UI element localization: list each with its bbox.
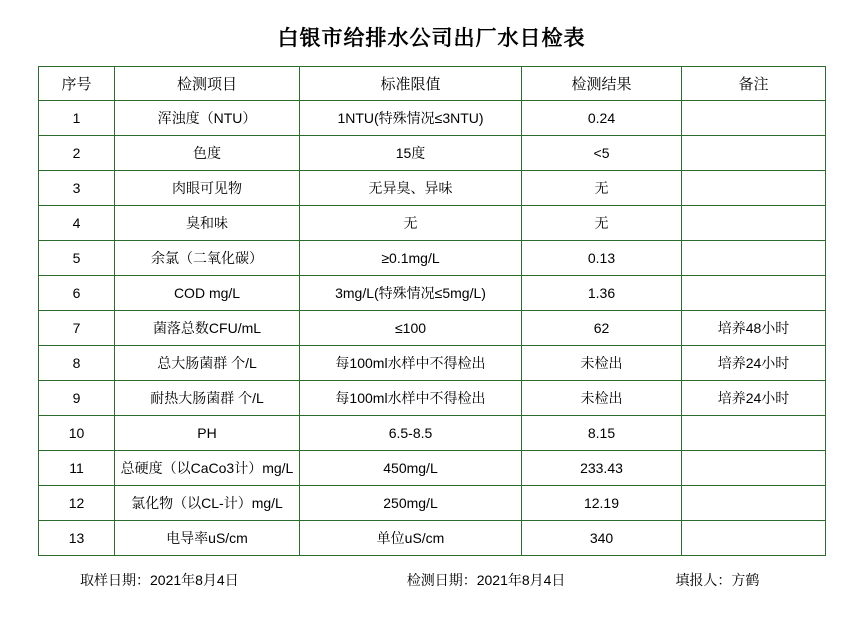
cell-no: 2 xyxy=(39,136,115,171)
reporter-name: 填报人：方鹤 xyxy=(675,572,760,588)
table-row xyxy=(39,521,826,556)
cell-result: 12.19 xyxy=(522,486,682,521)
table-row xyxy=(39,451,826,486)
cell-limit: 15度 xyxy=(300,136,522,171)
cell-item: 色度 xyxy=(115,136,300,171)
cell-remark xyxy=(682,276,826,311)
cell-limit: 1NTU(特殊情况≤3NTU) xyxy=(300,101,522,136)
cell-remark: 培养48小时 xyxy=(682,311,826,346)
cell-item: PH xyxy=(115,416,300,451)
cell-remark xyxy=(682,416,826,451)
cell-remark xyxy=(682,521,826,556)
table-header xyxy=(39,67,826,101)
cell-remark xyxy=(682,101,826,136)
cell-result: <5 xyxy=(522,136,682,171)
cell-limit: ≥0.1mg/L xyxy=(300,241,522,276)
test-date: 检测日期：2021年8月4日 xyxy=(406,572,566,588)
cell-limit: 3mg/L(特殊情况≤5mg/L) xyxy=(300,276,522,311)
cell-remark xyxy=(682,486,826,521)
page-title: 白银市给排水公司出厂水日检表 xyxy=(277,27,586,50)
cell-remark xyxy=(682,451,826,486)
cell-limit: 单位uS/cm xyxy=(300,521,522,556)
table-row xyxy=(39,206,826,241)
table-body xyxy=(39,101,826,556)
cell-no: 13 xyxy=(39,521,115,556)
table-row xyxy=(39,276,826,311)
cell-remark xyxy=(682,136,826,171)
sample-date: 取样日期：2021年8月4日 xyxy=(80,572,239,588)
cell-no: 3 xyxy=(39,171,115,206)
cell-no: 12 xyxy=(39,486,115,521)
cell-no: 11 xyxy=(39,451,115,486)
cell-no: 4 xyxy=(39,206,115,241)
cell-remark: 培养24小时 xyxy=(682,381,826,416)
cell-remark: 培养24小时 xyxy=(682,346,826,381)
table-row xyxy=(39,171,826,206)
cell-result: 无 xyxy=(522,206,682,241)
cell-item: 电导率uS/cm xyxy=(115,521,300,556)
report-page xyxy=(0,22,863,618)
cell-no: 10 xyxy=(39,416,115,451)
cell-result: 62 xyxy=(522,311,682,346)
cell-result: 无 xyxy=(522,171,682,206)
cell-remark xyxy=(682,171,826,206)
table-row xyxy=(39,346,826,381)
cell-result: 340 xyxy=(522,521,682,556)
cell-limit: 6.5-8.5 xyxy=(300,416,522,451)
cell-item: 氯化物（以CL-计）mg/L xyxy=(115,486,300,521)
table-header-row xyxy=(39,67,826,101)
column-header-result: 检测结果 xyxy=(522,67,682,101)
cell-no: 1 xyxy=(39,101,115,136)
cell-item: 菌落总数CFU/mL xyxy=(115,311,300,346)
cell-item: COD mg/L xyxy=(115,276,300,311)
water-quality-table xyxy=(38,66,826,556)
cell-no: 6 xyxy=(39,276,115,311)
cell-limit: 无 xyxy=(300,206,522,241)
column-header-limit: 标准限值 xyxy=(300,67,522,101)
cell-result: 1.36 xyxy=(522,276,682,311)
cell-no: 8 xyxy=(39,346,115,381)
cell-result: 8.15 xyxy=(522,416,682,451)
cell-item: 耐热大肠菌群 个/L xyxy=(115,381,300,416)
cell-no: 5 xyxy=(39,241,115,276)
table-row xyxy=(39,311,826,346)
column-header-no: 序号 xyxy=(39,67,115,101)
table-row xyxy=(39,101,826,136)
cell-limit: 每100ml水样中不得检出 xyxy=(300,346,522,381)
table-row xyxy=(39,416,826,451)
report-footer xyxy=(38,570,825,590)
cell-limit: 每100ml水样中不得检出 xyxy=(300,381,522,416)
cell-item: 肉眼可见物 xyxy=(115,171,300,206)
cell-item: 浑浊度（NTU） xyxy=(115,101,300,136)
cell-item: 臭和味 xyxy=(115,206,300,241)
cell-limit: 250mg/L xyxy=(300,486,522,521)
cell-remark xyxy=(682,206,826,241)
report-table-wrapper xyxy=(38,66,825,556)
table-row xyxy=(39,381,826,416)
cell-result: 未检出 xyxy=(522,346,682,381)
column-header-item: 检测项目 xyxy=(115,67,300,101)
cell-result: 233.43 xyxy=(522,451,682,486)
cell-limit: ≤100 xyxy=(300,311,522,346)
column-header-remark: 备注 xyxy=(682,67,826,101)
cell-no: 9 xyxy=(39,381,115,416)
cell-limit: 无异臭、异味 xyxy=(300,171,522,206)
cell-result: 0.13 xyxy=(522,241,682,276)
cell-item: 余氯（二氧化碳） xyxy=(115,241,300,276)
cell-no: 7 xyxy=(39,311,115,346)
cell-remark xyxy=(682,241,826,276)
cell-result: 未检出 xyxy=(522,381,682,416)
cell-limit: 450mg/L xyxy=(300,451,522,486)
table-row xyxy=(39,136,826,171)
cell-item: 总大肠菌群 个/L xyxy=(115,346,300,381)
table-row xyxy=(39,241,826,276)
table-row xyxy=(39,486,826,521)
cell-result: 0.24 xyxy=(522,101,682,136)
cell-item: 总硬度（以CaCo3计）mg/L xyxy=(115,451,300,486)
